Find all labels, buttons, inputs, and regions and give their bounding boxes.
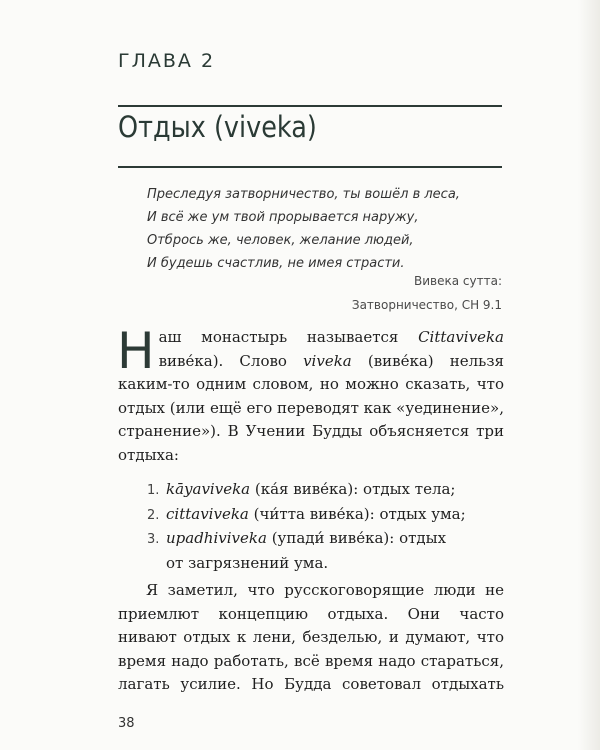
text-line: нивают отдых к лени, безделью, и думают, что — [118, 628, 504, 646]
text-line: время надо работать, всё время надо стараться, — [118, 651, 504, 670]
text-line: странение»). В Учении Будды объясняется три — [118, 422, 504, 440]
text-line: виве́ка). Слово viveka (виве́ка) нельзя — [158, 351, 504, 370]
list-item: 1. kāyaviveka (ка́я виве́ка): отдых тела; — [147, 480, 456, 498]
epigraph-line: И всё же ум твой прорывается наружу, — [147, 210, 419, 225]
text-line: отдых (или ещё его переводят как «уединение», — [118, 398, 504, 417]
title-rule-bottom — [118, 166, 502, 168]
chapter-label: ГЛАВА 2 — [118, 50, 216, 72]
page-edge — [578, 0, 600, 750]
title-rule-top — [118, 105, 502, 107]
text-line: отдыха: — [118, 445, 179, 464]
list-item-continuation: от загрязнений ума. — [166, 553, 329, 572]
epigraph — [147, 183, 460, 275]
chapter-title: Отдых (viveka) — [118, 110, 317, 144]
epigraph-source-title: Вивека сутта: — [414, 274, 502, 288]
epigraph-source — [352, 269, 502, 317]
text-line: Я заметил, что русскоговорящие люди не — [146, 581, 504, 599]
text-line: приемлют концепцию отдыха. Они часто — [118, 604, 504, 623]
epigraph-line: Преследуя затворничество, ты вошёл в леса, — [147, 187, 460, 202]
paragraph-2 — [118, 579, 504, 697]
list-item: 2. cittaviveka (чи́тта виве́ка): отдых ума; — [147, 504, 466, 523]
list-item: 3. upadhiviveka (упади́ виве́ка): отдых — [147, 529, 447, 547]
epigraph-line: Отбрось же, человек, желание людей, — [147, 233, 414, 248]
epigraph-line: И будешь счастлив, не имея страсти. — [147, 256, 405, 271]
drop-cap: Н — [117, 322, 155, 380]
text-line: аш монастырь называется Cittaviveka — [158, 328, 504, 346]
epigraph-source-ref: Затворничество, СН 9.1 — [351, 298, 502, 312]
page-number: 38 — [118, 716, 135, 731]
paragraph-1 — [117, 322, 504, 467]
text-line: каким-то одним словом, но можно сказать, что — [118, 375, 504, 393]
viveka-list — [147, 478, 466, 575]
text-line: лагать усилие. Но Будда советовал отдыхать — [118, 675, 504, 693]
